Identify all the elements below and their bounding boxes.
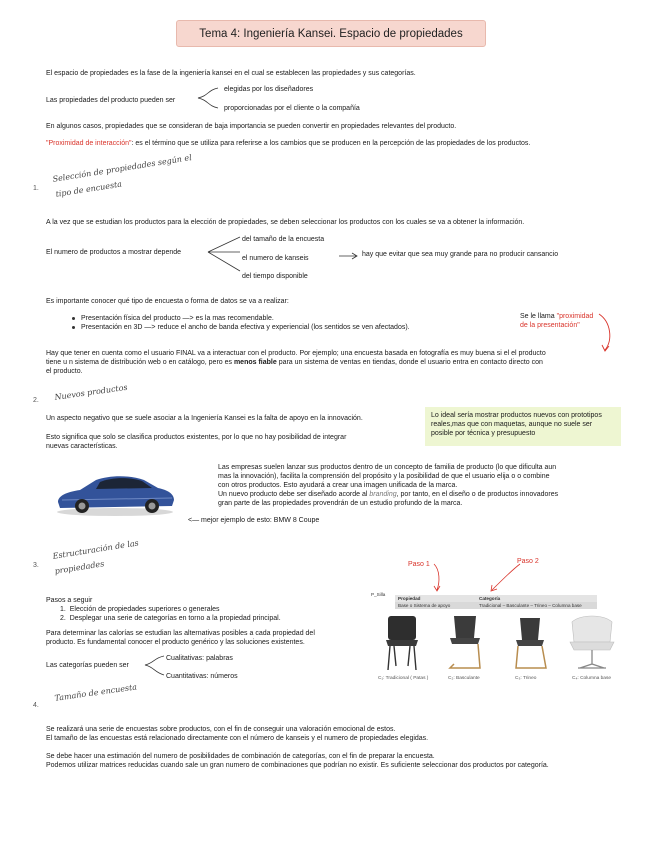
car-caption: <— mejor ejemplo de esto: BMW 8 Coupe	[188, 517, 320, 524]
list-item: Presentación física del producto —> es la mas recomendable.	[72, 314, 274, 323]
chair-column-image	[560, 612, 624, 672]
steps-title: Pasos a seguir	[46, 597, 93, 604]
properties-option-1: elegidas por los diseñadores	[224, 86, 314, 93]
chair-sled-image	[500, 612, 560, 672]
brace-properties	[196, 86, 226, 110]
section-heading: tipo de encuesta	[55, 179, 123, 199]
section-number: 1.	[33, 185, 39, 192]
section-number: 2.	[33, 397, 39, 404]
section-paragraph: Se realizará una serie de encuestas sobre productos, con el fin de conseguir una valoración emocional de estos.	[46, 726, 396, 733]
bullet-icon	[72, 326, 75, 329]
section-paragraph: mas la innovación), facilita la comprensión del propósito y la posibilidad de que el usuario elija o o combine	[218, 473, 550, 480]
categories-label: Las categorías pueden ser	[46, 662, 129, 669]
list-item: 2. Desplegar una serie de categorías en torno a la propiedad principal.	[60, 615, 281, 622]
chair-cantilever-image	[436, 612, 496, 672]
section-paragraph: Un aspecto negativo que se suele asociar a la Ingeniería Kansei es la falta de apoyo en la innovación.	[46, 415, 363, 422]
section-paragraph: Se debe hacer una estimación del numero de posibilidades de combinación de categorías, con el fin de preparar la encuesta.	[46, 753, 435, 760]
depends-note: hay que evitar que sea muy grande para no producir cansancio	[362, 251, 559, 258]
depends-label: El numero de productos a mostrar depende	[46, 249, 182, 256]
chair-label: C₄: Columna base	[572, 676, 612, 681]
table-header: Propiedad	[398, 596, 421, 601]
chair-traditional-image	[372, 612, 432, 672]
properties-label: Las propiedades del producto pueden ser	[46, 97, 176, 104]
section-heading: Tamaño de encuesta	[54, 682, 138, 703]
bmw-car-image	[52, 466, 178, 518]
ideal-note-box: Lo ideal sería mostrar productos nuevos con prototipos reales,mas que con maquetas, aunque no suele ser posible por técnica y presupuesto	[425, 407, 621, 446]
step-arrows	[428, 560, 538, 596]
table-id: P_Silla	[371, 592, 386, 597]
list-item: 1. Elección de propiedades superiores o generales	[60, 606, 220, 613]
intro-paragraph: El espacio de propiedades es la fase de la ingeniería kansei en el cual se establecen las propiedades y sus categorías.	[46, 70, 416, 77]
section-paragraph: el producto.	[46, 368, 83, 375]
section-paragraph: Hay que tener en cuenta como el usuario FINAL va a interactuar con el producto. Por ejemplo; una encuesta basada en fotografía es muy buena si el el producto	[46, 350, 546, 357]
properties-option-2: proporcionadas por el cliente o la compañía	[224, 105, 360, 112]
page-title: Tema 4: Ingeniería Kansei. Espacio de propiedades	[176, 20, 486, 47]
category-qualitative: Cualitativas: palabras	[166, 655, 233, 662]
chair-label: C₃: Trineo	[515, 676, 537, 681]
section-number: 4.	[33, 702, 39, 709]
paso-1-label: Paso 1	[408, 561, 430, 568]
brace-categories	[142, 653, 168, 679]
property-table	[371, 592, 597, 610]
paso-2-label: Paso 2	[517, 558, 539, 565]
table-cell: Tradicional – Basculante – Trineo – Columna base	[479, 603, 582, 608]
intro-paragraph	[46, 139, 530, 148]
depends-option-2: el numero de kanseis	[242, 255, 309, 262]
list-item: Presentación en 3D —> reduce el ancho de banda efectiva y experiencial (los sentidos se ven afectados).	[72, 323, 410, 332]
section-paragraph: Es importante conocer qué tipo de encuesta o forma de datos se va a realizar:	[46, 298, 289, 305]
arrow-right-icon	[338, 252, 360, 260]
section-paragraph: Podemos utilizar matrices reducidas cuando sale un gran numero de combinaciones que podrían no existir. Es suficiente seleccionar dos productos por categoría.	[46, 762, 549, 769]
section-paragraph: Para determinar las calorías se estudian las alternativas posibles a cada propiedad del	[46, 630, 315, 637]
brace-depends	[204, 233, 244, 277]
section-heading: Selección de propiedades según el	[52, 153, 193, 184]
section-heading: Nuevos productos	[54, 382, 129, 402]
section-paragraph: A la vez que se estudian los productos para la elección de propiedades, se deben seleccionar los productos con los cuales se va a obtener la información.	[46, 219, 525, 226]
section-paragraph: producto. Es fundamental conocer el producto genérico y las soluciones existentes.	[46, 639, 305, 646]
section-number: 3.	[33, 562, 39, 569]
table-header: Categoría	[479, 596, 501, 601]
section-heading: Estructuración de las	[52, 538, 140, 561]
chair-label: C₂: Basculante	[448, 676, 480, 681]
side-note: Se le llama "proximidad	[520, 313, 594, 320]
section-paragraph: El tamaño de las encuestas está relacionado directamente con el número de kanseis y el numero de propiedades elegidas.	[46, 735, 429, 742]
section-paragraph: Un nuevo producto debe ser diseñado acorde al branding, por tanto, en el diseño o de productos innovadores	[218, 491, 559, 498]
category-quantitative: Cuantitativas: números	[166, 673, 238, 680]
section-paragraph: Esto significa que solo se clasifica productos existentes, por lo que no hay posibilidad de integrar	[46, 434, 347, 441]
section-paragraph: tiene u n sistema de distribución web o en catálogo, pero es menos fiable para un sistema de ventas en tiendas, donde el usuario entra en contacto directo con	[46, 359, 543, 366]
interaction-proximity-definition: : es el término que se utiliza para referirse a los cambios que se producen en la percepción de las propiedades de los productos.	[131, 140, 531, 147]
side-note-term: de la presentación"	[520, 322, 580, 329]
bullet-icon	[72, 317, 75, 320]
table-cell: Base o Sistema de apoyo	[398, 603, 451, 608]
section-paragraph: con otros productos. Esto ayudará a crear una imagen unificada de la marca.	[218, 482, 458, 489]
curved-arrow-icon	[595, 312, 615, 356]
section-paragraph: nuevas características.	[46, 443, 118, 450]
depends-option-1: del tamaño de la encuesta	[242, 236, 325, 243]
chair-label: C₁: Tradicional ( Patas )	[378, 676, 429, 681]
section-heading: propiedades	[54, 559, 105, 576]
section-paragraph: Las empresas suelen lanzar sus productos dentro de un concepto de familia de producto (lo que dificulta aun	[218, 464, 557, 471]
depends-option-3: del tiempo disponible	[242, 273, 308, 280]
intro-paragraph: En algunos casos, propiedades que se consideran de baja importancia se pueden convertir en propiedades relevantes del producto.	[46, 123, 457, 130]
section-paragraph: gran parte de las propiedades provendrán de un estudio profundo de la marca.	[218, 500, 463, 507]
interaction-proximity-term: "Proximidad de interacción"	[46, 140, 132, 147]
